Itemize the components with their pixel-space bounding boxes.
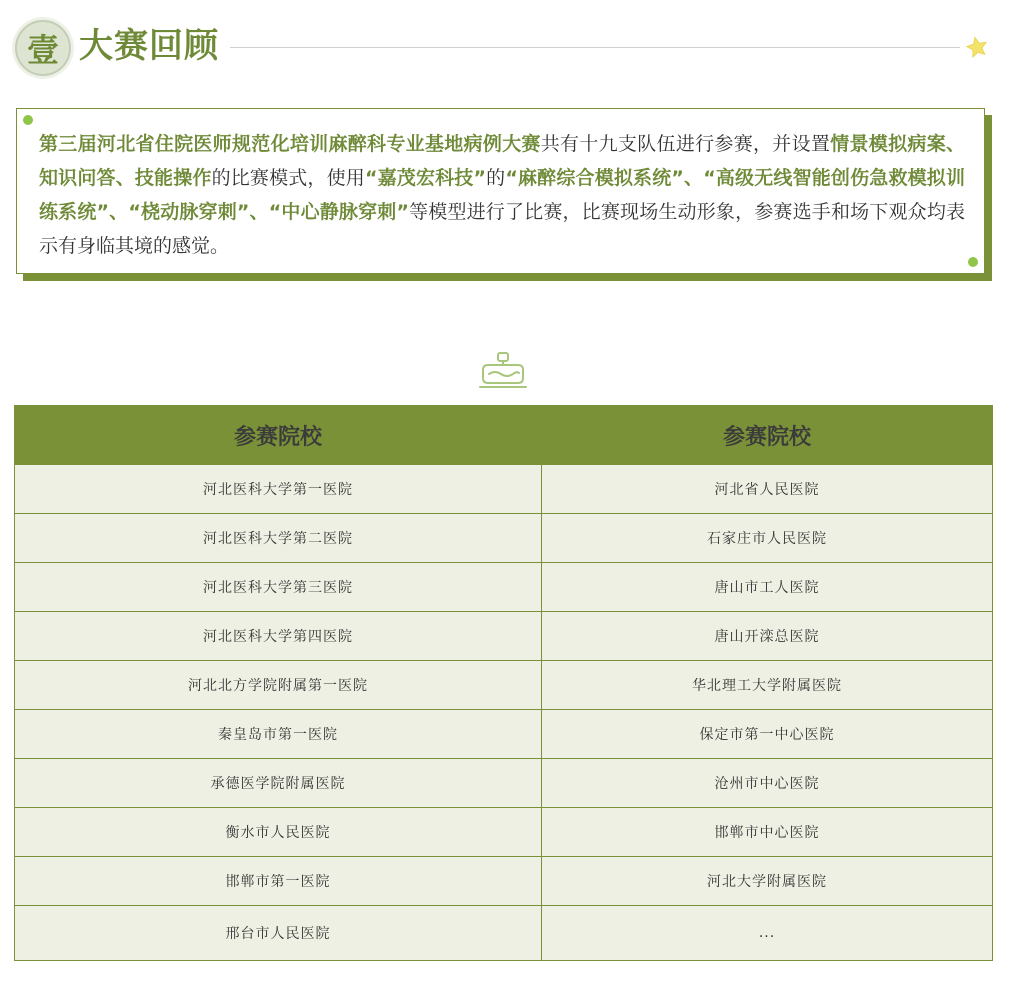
table-cell: 邯郸市中心医院 (542, 808, 993, 857)
body-text: 的比赛模式，使用 (211, 167, 365, 189)
column-header-schools: 参赛院校 (15, 406, 542, 465)
highlight-text: “嘉茂宏科技” (364, 167, 486, 189)
table-cell: 河北省人民医院 (542, 465, 993, 514)
section-number-badge: 壹 (15, 20, 71, 76)
table-cell: 保定市第一中心医院 (542, 710, 993, 759)
table-row (15, 906, 993, 961)
table-row (15, 514, 993, 563)
table-cell: 河北医科大学第一医院 (15, 465, 542, 514)
column-header-schools: 参赛院校 (542, 406, 993, 465)
table-row (15, 661, 993, 710)
body-text: 的 (485, 167, 506, 189)
table-row (15, 759, 993, 808)
header-divider-line (230, 47, 960, 48)
table-cell: ... (542, 906, 993, 961)
table-cell: 秦皇岛市第一医院 (15, 710, 542, 759)
table-cell: 河北医科大学第三医院 (15, 563, 542, 612)
table-cell: 邯郸市第一医院 (15, 857, 542, 906)
table-row (15, 808, 993, 857)
table-cell: 承德医学院附属医院 (15, 759, 542, 808)
corner-dot-icon (968, 257, 978, 267)
intro-card (16, 108, 985, 274)
table-cell: 河北北方学院附属第一医院 (15, 661, 542, 710)
table-row (15, 857, 993, 906)
highlight-text: 情景模拟病案、知识问答、技能操作 (39, 133, 965, 189)
body-text: 共有十九支队伍进行参赛，并设置 (540, 133, 831, 155)
table-header-row (15, 406, 993, 465)
table-cell: 衡水市人民医院 (15, 808, 542, 857)
highlight-text: “麻醉综合模拟系统”、“高级无线智能创伤急救模拟训练系统”、“桡动脉穿刺”、“中心静脉穿刺” (39, 167, 965, 223)
table-cell: 唐山市工人医院 (542, 563, 993, 612)
body-text: 等模型进行了比赛，比赛现场生动形象，参赛选手和场下观众均表示有身临其境的感觉。 (39, 201, 965, 257)
corner-dot-icon (23, 115, 33, 125)
table-row (15, 612, 993, 661)
table-row (15, 465, 993, 514)
tray-decoration-icon (477, 350, 529, 392)
table-cell: 河北大学附属医院 (542, 857, 993, 906)
table-cell: 邢台市人民医院 (15, 906, 542, 961)
participant-table (14, 405, 993, 961)
table-cell: 石家庄市人民医院 (542, 514, 993, 563)
section-header (15, 18, 1015, 78)
table-cell: 河北医科大学第二医院 (15, 514, 542, 563)
table-cell: 河北医科大学第四医院 (15, 612, 542, 661)
intro-paragraph (39, 127, 965, 263)
table-cell: 沧州市中心医院 (542, 759, 993, 808)
star-icon (965, 35, 989, 59)
table-row (15, 710, 993, 759)
table-cell: 华北理工大学附属医院 (542, 661, 993, 710)
highlight-text: 第三届河北省住院医师规范化培训麻醉科专业基地病例大赛 (39, 133, 541, 155)
table-row (15, 563, 993, 612)
section-title: 大赛回顾 (79, 26, 219, 66)
table-cell: 唐山开滦总医院 (542, 612, 993, 661)
